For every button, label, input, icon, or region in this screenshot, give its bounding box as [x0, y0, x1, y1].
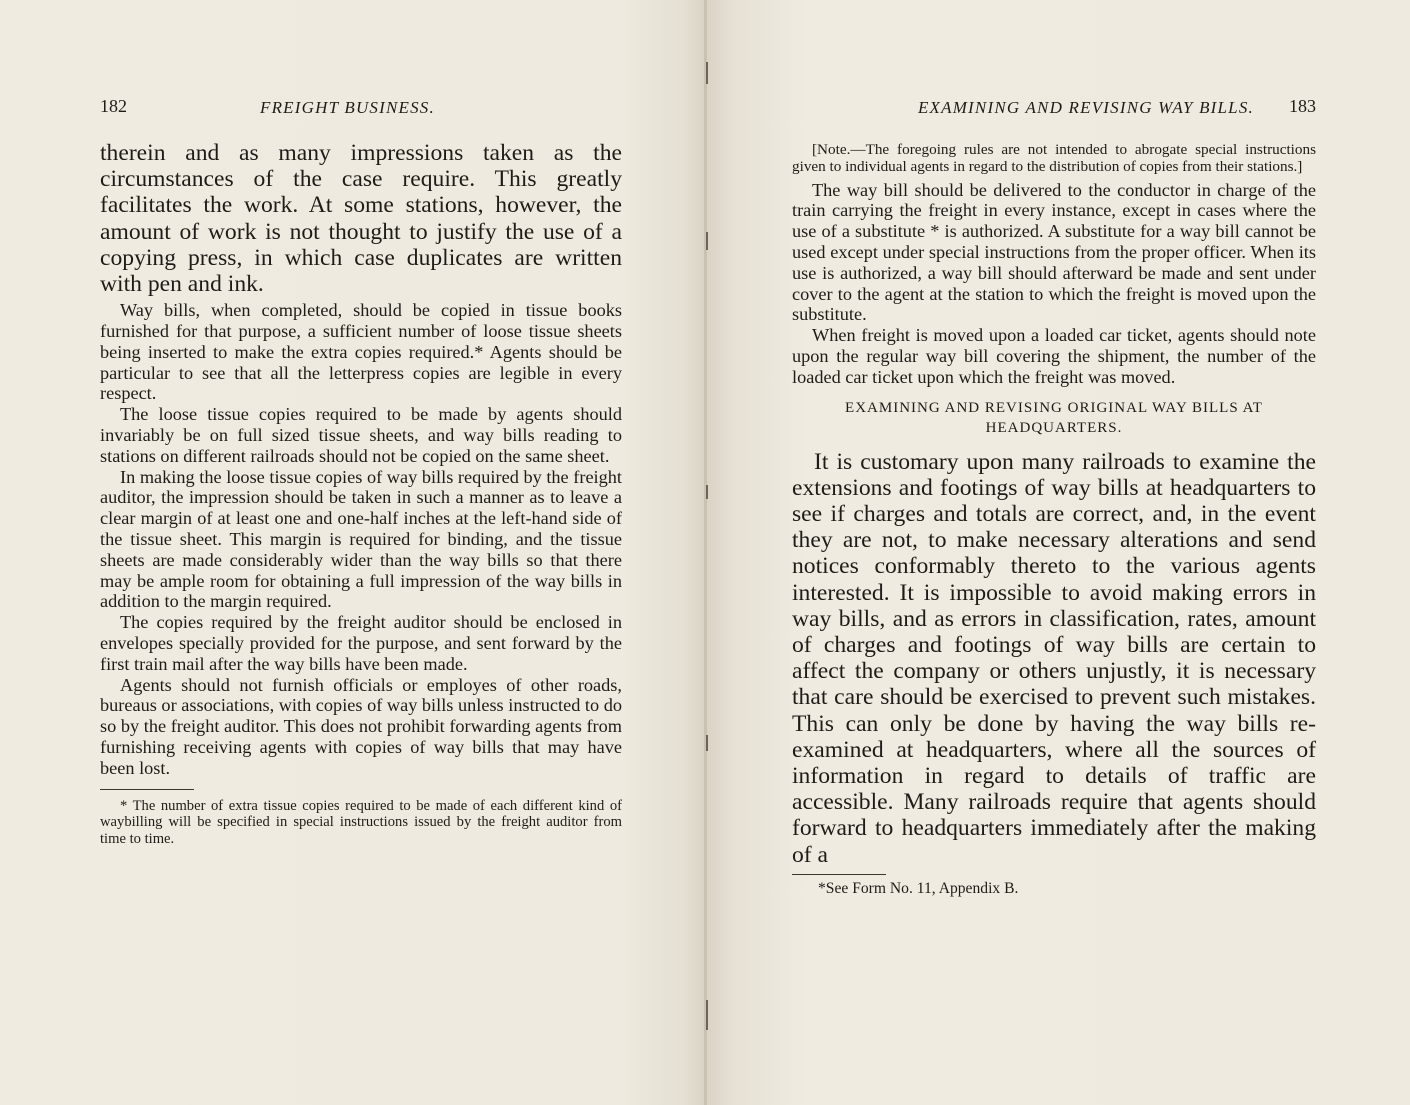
paragraph: The way bill should be delivered to the conductor in charge of the train carrying the freight in every instance, except in cases where the use of a substitute * is authorized. A substitute for a way bill cannot be used except under special instructions from the proper officer. When its use is authorized, a way bill should afterward be made and sent under cover to the agent at the station to which the freight is moved upon the substitute. — [792, 179, 1316, 325]
footnote: * The number of extra tissue copies required to be made of each different kind of waybilling will be specified in special instructions issued by the freight auditor from time to time. — [100, 797, 622, 847]
binding-mark — [706, 1000, 708, 1030]
paragraph: Way bills, when completed, should be copied in tissue books furnished for that purpose, a sufficient number of loose tissue sheets being inserted to make the extra copies required.* Agents should be particular to see that all the letterpress copies are legible in every respect. — [100, 300, 622, 404]
paragraph: When freight is moved upon a loaded car ticket, agents should note upon the regular way bill covering the shipment, the number of the loaded car ticket upon which the freight was moved. — [792, 325, 1316, 387]
running-head: FREIGHT BUSINESS. — [260, 98, 435, 117]
paragraph: In making the loose tissue copies of way bills required by the freight auditor, the impression should be taken in such a manner as to leave a clear margin of at least one and one-half inches at the left-hand side of the tissue sheet. This margin is required for binding, and the tissue sheets are made considerably wider than the way bills so that there may be ample room for obtaining a full impression of the way bills in addition to the margin required. — [100, 466, 622, 612]
section-paragraph: It is customary upon many railroads to examine the extensions and footings of way bills at headquarters to see if charges and totals are correct, and, in the event they are not, to make necessary alterations and send notices conformably thereto to the various agents interested. It is impossible to avoid making errors in way bills, and as errors in classification, rates, amount of charges and footings of way bills are certain to affect the company or others unjustly, it is necessary that care should be exercised to prevent such mistakes. This can only be done by having the way bills re-examined at headquarters, where all the sources of information in regard to details of traffic are accessible. Many railroads require that agents should forward to headquarters immediately after the making of a — [792, 448, 1316, 868]
footnote: *See Form No. 11, Appendix B. — [818, 879, 1019, 897]
right-page-header — [792, 96, 1316, 122]
section-heading-line: EXAMINING AND REVISING ORIGINAL WAY BILLS AT — [845, 399, 1263, 416]
section-heading — [792, 398, 1316, 439]
page-number: 182 — [100, 96, 127, 116]
book-gutter — [704, 0, 707, 1105]
opening-paragraph: therein and as many impressions taken as the circumstances of the case require. This greatly facilitates the work. At some stations, however, the amount of work is not thought to justify the use of a copying press, in which case duplicates are written with pen and ink. — [100, 140, 622, 298]
running-head: EXAMINING AND REVISING WAY BILLS. — [917, 98, 1254, 117]
section-heading-line: HEADQUARTERS. — [985, 420, 1123, 437]
binding-mark — [706, 62, 708, 84]
footnote-rule — [792, 874, 886, 875]
left-text-column — [100, 140, 622, 847]
left-page-header — [100, 96, 620, 122]
right-text-column — [792, 142, 1316, 898]
binding-mark — [706, 485, 708, 499]
paragraph: The loose tissue copies required to be made by agents should invariably be on full sized tissue sheets, and way bills reading to stations on different railroads should not be copied on the same sheet. — [100, 404, 622, 466]
page-number: 183 — [1289, 96, 1316, 116]
footnote-rule — [100, 789, 194, 790]
binding-mark — [706, 232, 708, 250]
paragraph: Agents should not furnish officials or employes of other roads, bureaus or associations, with copies of way bills unless instructed to do so by the freight auditor. This does not prohibit forwarding agents from furnishing receiving agents with copies of way bills that may have been lost. — [100, 674, 622, 778]
binding-mark — [706, 735, 708, 751]
right-page — [706, 0, 1410, 1105]
bracketed-note: [Note.—The foregoing rules are not intended to abrogate special instructions given to individual agents in regard to the distribution of copies from their stations.] — [792, 141, 1316, 175]
paragraph: The copies required by the freight auditor should be enclosed in envelopes specially provided for the purpose, and sent forward by the first train mail after the way bills have been made. — [100, 612, 622, 674]
